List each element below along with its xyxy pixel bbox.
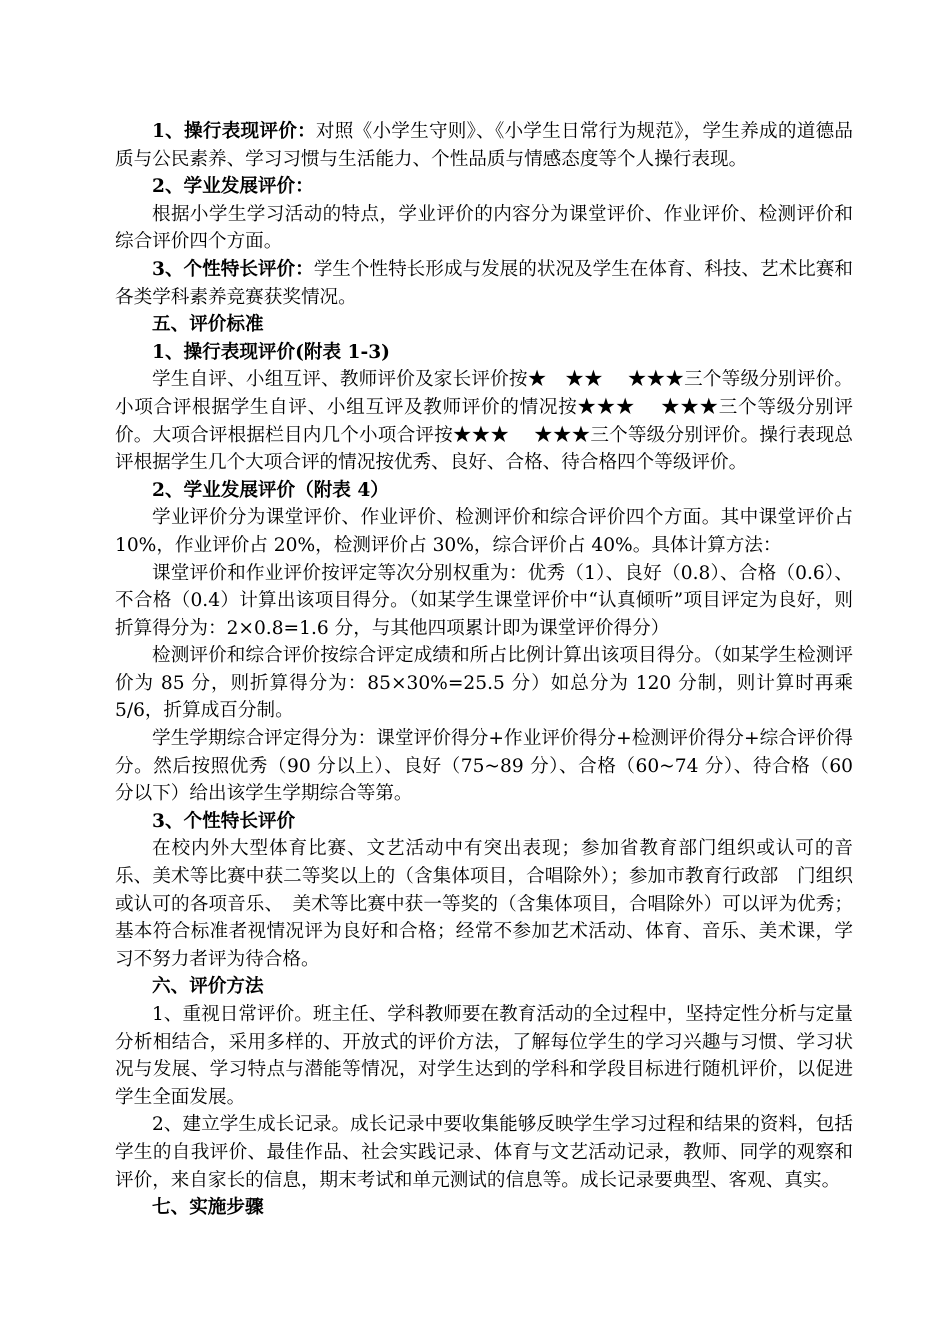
paragraph-star-rating (115, 366, 853, 476)
subsection-heading: 1、操行表现评价(附表 1-3) (152, 341, 390, 363)
paragraph-classroom-homework-scoring (115, 560, 853, 643)
subheading-academic-standard (115, 477, 853, 505)
paragraph-academic-evaluation-content (115, 201, 853, 256)
paragraph-test-comprehensive-scoring (115, 642, 853, 725)
subheading-conduct-standard (115, 339, 853, 367)
paragraph-talent-evaluation (115, 256, 853, 311)
paragraph-daily-evaluation (115, 1001, 853, 1111)
paragraph-academic-evaluation-heading (115, 173, 853, 201)
paragraph-academic-weights (115, 504, 853, 559)
paragraph-text: 对照《小学生守则》、《小学生日常行为规范》，学生养成的道德品质与公民素养、学习习惯与生活能力、个性品质与情感态度等个人操行表现。 (115, 121, 853, 170)
document-body (115, 118, 853, 1222)
subheading-talent-standard (115, 808, 853, 836)
paragraph-text: 2、建立学生成长记录。成长记录中要收集能够反映学生学习过程和结果的资料，包括学生的自我评价、最佳作品、社会实践记录、体育与文艺活动记录，教师、同学的观察和评价，来自家长的信息，期末考试和单元测试的信息等。成长记录要典型、客观、真实。 (115, 1114, 853, 1191)
subsection-heading: 2、学业发展评价（附表 4） (152, 479, 389, 501)
paragraph-text: 课堂评价和作业评价按评定等次分别权重为：优秀（1）、良好（0.8）、合格（0.6）、不合格（0.4）计算出该项目得分。（如某学生课堂评价中“认真倾听”项目评定为良好，则折算得分为：2×0.8=1.6 分，与其他四项累计即为课堂评价得分） (115, 562, 853, 639)
paragraph-text: 根据小学生学习活动的特点，学业评价的内容分为课堂评价、作业评价、检测评价和综合评价四个方面。 (115, 203, 853, 253)
paragraph-text: 学业评价分为课堂评价、作业评价、检测评价和综合评价四个方面。其中课堂评价占 10%，作业评价占 20%，检测评价占 30%，综合评价占 40%。具体计算方法： (115, 507, 853, 556)
section-heading-methods (115, 973, 853, 1001)
paragraph-text: 学生个性特长形成与发展的状况及学生在体育、科技、艺术比赛和各类学科素养竞赛获奖情况。 (115, 258, 853, 308)
paragraph-text: 在校内外大型体育比赛、文艺活动中有突出表现；参加省教育部门组织或认可的音乐、美术等比赛中获二等奖以上的（含集体项目，合唱除外）；参加市教育行政部 门组织或认可的各项音乐、 美术等比赛中获一等奖的（含集体项目，合唱除外）可以评为优秀；基本符合标准者视情况评为良好和合格；经常不参加艺术活动、体育、音乐、美术课，学习不努力者评为待合格。 (115, 838, 853, 970)
paragraph-talent-criteria (115, 835, 853, 973)
section-heading: 六、评价方法 (152, 976, 264, 998)
paragraph-heading: 3、个性特长评价： (152, 258, 314, 280)
section-heading: 五、评价标准 (152, 314, 264, 336)
paragraph-growth-record (115, 1111, 853, 1194)
section-heading-standards (115, 311, 853, 339)
paragraph-conduct-evaluation (115, 118, 853, 173)
paragraph-text: 检测评价和综合评价按综合评定成绩和所占比例计算出该项目得分。（如某学生检测评价为 85 分，则折算得分为：85×30%=25.5 分）如总分为 120 分制，则计算时再乘 5/6，折算成百分制。 (115, 645, 853, 722)
paragraph-semester-grade (115, 725, 853, 808)
section-heading: 七、实施步骤 (152, 1197, 264, 1219)
subsection-heading: 3、个性特长评价 (152, 810, 296, 832)
paragraph-heading: 2、学业发展评价： (152, 176, 314, 198)
paragraph-text: 学生自评、小组互评、教师评价及家长评价按★ ★★ ★★★三个等级分别评价。小项合评根据学生自评、小组互评及教师评价的情况按★★★ ★★★三个等级分别评价。大项合评根据栏目内几个小项合评按★★★ ★★★三个等级分别评价。操行表现总评根据学生几个大项合评的情况按优秀、良好、合格、待合格四个等级评价。 (115, 369, 853, 474)
section-heading-implementation (115, 1194, 853, 1222)
paragraph-text: 1、重视日常评价。班主任、学科教师要在教育活动的全过程中，坚持定性分析与定量分析相结合，采用多样的、开放式的评价方法，了解每位学生的学习兴趣与习惯、学习状况与发展、学习特点与潜能等情况，对学生达到的学科和学段目标进行随机评价，以促进学生全面发展。 (115, 1004, 853, 1108)
paragraph-text: 学生学期综合评定得分为：课堂评价得分+作业评价得分+检测评价得分+综合评价得分。然后按照优秀（90 分以上）、良好（75~89 分）、合格（60~74 分）、待合格（60 分以下）给出该学生学期综合等第。 (115, 728, 853, 805)
paragraph-heading: 1、操行表现评价： (152, 121, 316, 142)
